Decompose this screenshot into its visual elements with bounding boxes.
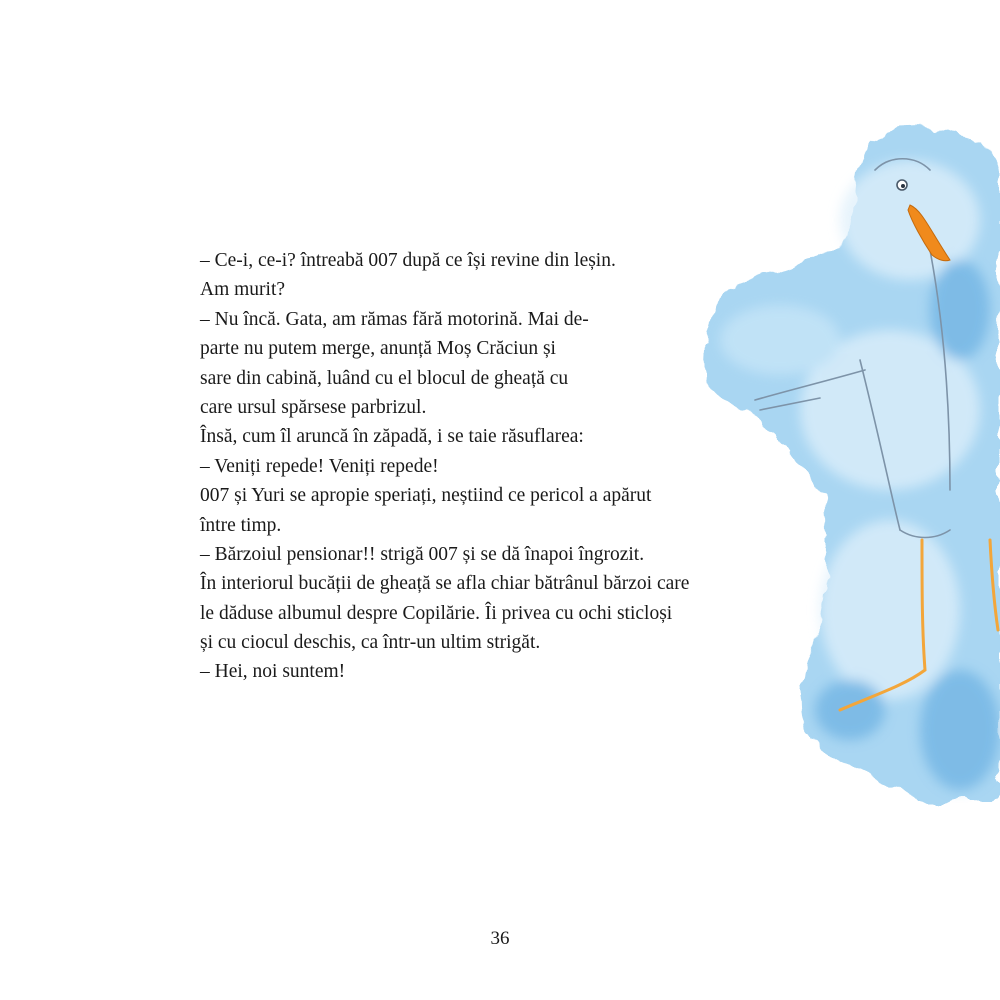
text-line: sare din cabină, luând cu el blocul de gheață cu [200,367,569,389]
text-line: între timp. [200,514,282,536]
text-line: Însă, cum îl aruncă în zăpadă, i se taie răsuflarea: [200,426,584,448]
text-line: În interiorul bucății de gheață se afla chiar bătrânul bărzoi care [200,573,690,595]
page-number: 36 [490,928,510,949]
text-line: care ursul spărsese parbrizul. [200,396,427,418]
text-line: – Veniți repede! Veniți repede! [200,455,439,477]
text-line: – Bărzoiul pensionar!! strigă 007 și se dă înapoi îngrozit. [200,543,645,565]
text-line: – Hei, noi suntem! [200,661,346,683]
text-line: Am murit? [200,279,286,301]
text-line: – Ce-i, ce-i? întreabă 007 după ce își revine din leșin. [200,250,616,271]
story-text [200,246,800,687]
text-line: parte nu putem merge, anunță Moș Crăciun și [200,338,556,360]
text-line: și cu ciocul deschis, ca într-un ultim strigăt. [200,632,541,654]
text-line: – Nu încă. Gata, am rămas fără motorină. Mai de- [200,308,589,330]
text-line: le dăduse albumul despre Copilărie. Îi privea cu ochi sticloși [200,602,673,624]
text-line: 007 și Yuri se apropie speriați, neștiind ce pericol a apărut [200,485,652,507]
